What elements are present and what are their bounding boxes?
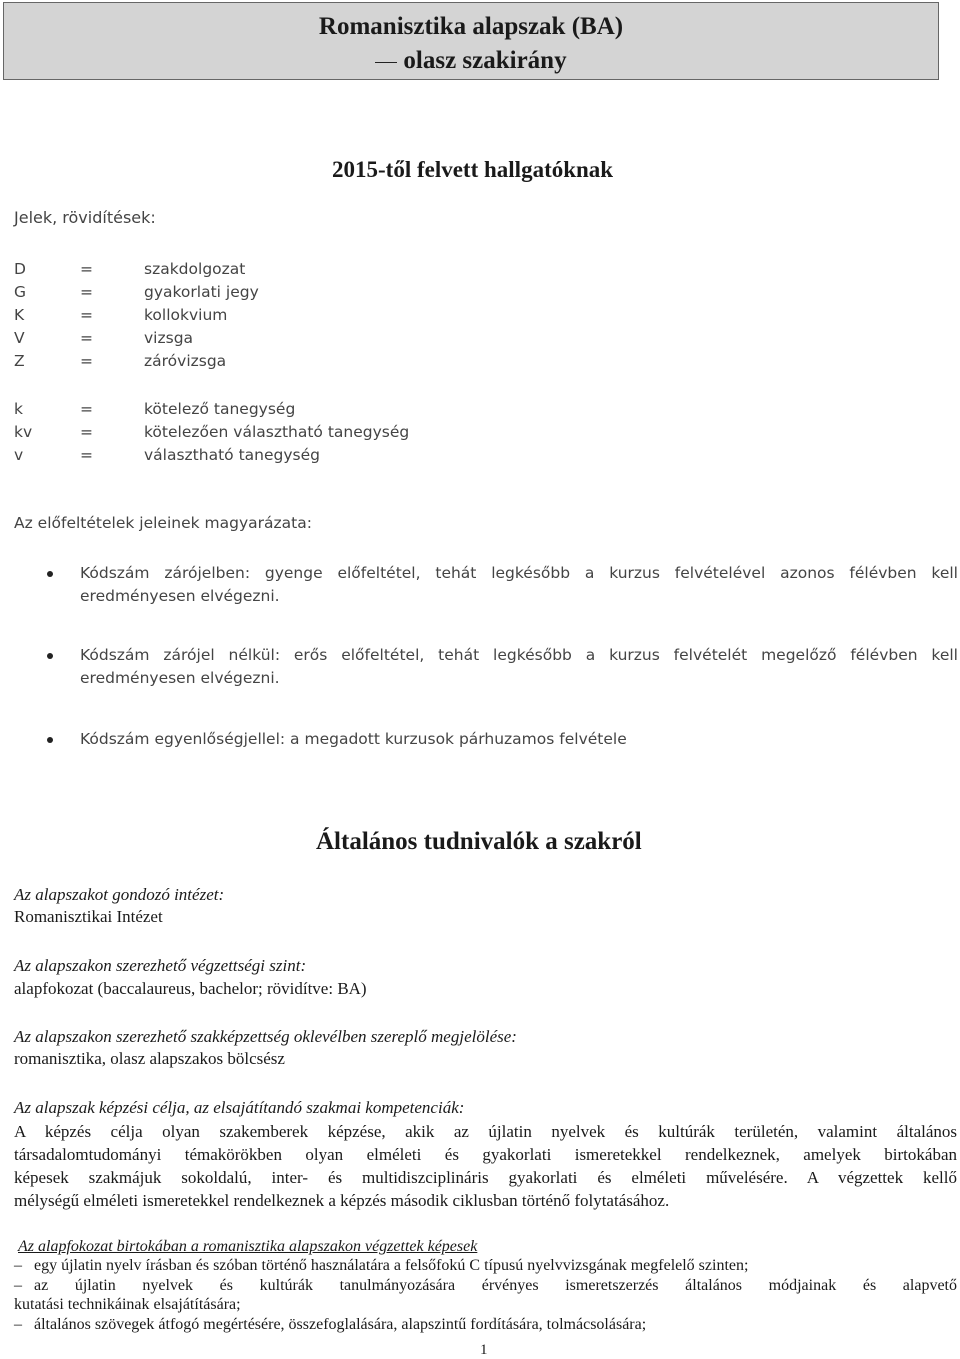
prereq-item-2-line2: eredményesen elvégezni. [80,669,280,687]
legend-code: Z [14,352,25,370]
abilities-label: Az alapfokozat birtokában a romanisztika alapszakon végzettek képesek [18,1238,478,1255]
prereq-item-3: Kódszám egyenlőségjellel: a megadott kurzusok párhuzamos felvétele [80,730,627,748]
goal-label: Az alapszak képzési célja, az elsajátítandó szakmai kompetenciák: [14,1098,465,1117]
legend-meaning: záróvizsga [144,352,227,370]
prereq-heading: Az előfeltételek jeleinek magyarázata: [14,514,312,532]
goal-line: mélységű elméleti ismeretekkel rendelkeznek a képzés második ciklusban történő folytatásához. [14,1191,670,1210]
prereq-item-1-line1: Kódszám zárójelben: gyenge előfeltétel, tehát legkésőbb a kurzus felvételével azonos félévben kell [80,564,958,582]
qualification-value: romanisztika, olasz alapszakos bölcsész [14,1049,285,1068]
legend-meaning: választható tanegység [144,446,320,464]
legend-eq: = [80,446,93,464]
legend-eq: = [80,260,93,278]
legend-code: V [14,329,25,347]
legend-eq: = [80,329,93,347]
bullet-icon [47,653,53,659]
qualification-label: Az alapszakon szerezhető szakképzettség oklevélben szereplő megjelölése: [14,1027,517,1046]
ability-text: általános szövegek átfogó megértésére, összefoglalására, alapszintű fordítására, tolmácsolására; [34,1316,647,1333]
page-title: Romanisztika alapszak (BA) [318,13,624,40]
legend-meaning: szakdolgozat [144,260,246,278]
legend-eq: = [80,400,93,418]
legend-code: k [14,400,23,418]
page-number: 1 [480,1342,488,1358]
ability-item-continued [14,1296,241,1314]
legend-eq: = [80,306,93,324]
legend-meaning: gyakorlati jegy [144,283,259,301]
legend-code: G [14,283,27,301]
title-box [3,2,939,80]
legend-eq: = [80,283,93,301]
dash-marker: – [14,1277,22,1294]
legend-meaning: kollokvium [144,306,228,324]
bullet-icon [47,571,53,577]
legend-heading: Jelek, rövidítések: [14,208,156,227]
ability-text: egy újlatin nyelv írásban és szóban történő használatára a felsőfokú C típusú nyelvvizsgának megfelelő szinten; [34,1257,749,1274]
goal-line: képesek szakmájuk sokoldalú, inter- és multidiszciplináris gyakorlati és elméleti művelésére. A végzettek kellő [14,1168,957,1187]
legend-meaning: vizsga [144,329,194,347]
ability-item [14,1316,646,1334]
level-value: alapfokozat (baccalaureus, bachelor; rövidítve: BA) [14,979,367,998]
goal-line: társadalomtudományi témakörökben olyan elméleti és gyakorlati ismeretekkel rendelkeznek, amelyek birtokában [14,1145,957,1164]
page-subtitle-track: olasz szakirány [403,47,567,74]
prereq-item-2-line1: Kódszám zárójel nélkül: erős előfeltétel, tehát legkésőbb a kurzus felvételét megelőző félévben kell [80,646,958,664]
title-dash [375,62,397,63]
legend-code: v [14,446,24,464]
institute-label: Az alapszakot gondozó intézet: [14,885,225,904]
bullet-icon [47,737,53,743]
institute-value: Romanisztikai Intézet [14,907,163,926]
cohort-subtitle: 2015-től felvett hallgatóknak [332,157,614,182]
ability-text: az újlatin nyelvek és kultúrák tanulmányozására érvényes ismeretszerzés általános módjainak és alapvető [34,1277,957,1294]
ability-item [14,1277,957,1295]
level-label: Az alapszakon szerezhető végzettségi szint: [14,956,307,975]
ability-item [14,1257,748,1275]
legend-code: D [14,260,26,278]
goal-line: A képzés célja olyan szakemberek képzése, akik az újlatin nyelvek és kultúrák területén, valamint általános [14,1122,957,1141]
legend-code: kv [14,423,33,441]
legend-code: K [14,306,25,324]
page-title-line2 [4,47,938,75]
dash-marker: – [14,1316,22,1333]
legend-eq: = [80,352,93,370]
legend-meaning: kötelező tanegység [144,400,296,418]
ability-text: kutatási technikáinak elsajátítására; [14,1296,241,1313]
legend-meaning: kötelezően választható tanegység [144,423,410,441]
dash-marker: – [14,1257,22,1274]
prereq-item-1-line2: eredményesen elvégezni. [80,587,280,605]
section-title: Általános tudnivalók a szakról [316,828,642,855]
legend-eq: = [80,423,93,441]
